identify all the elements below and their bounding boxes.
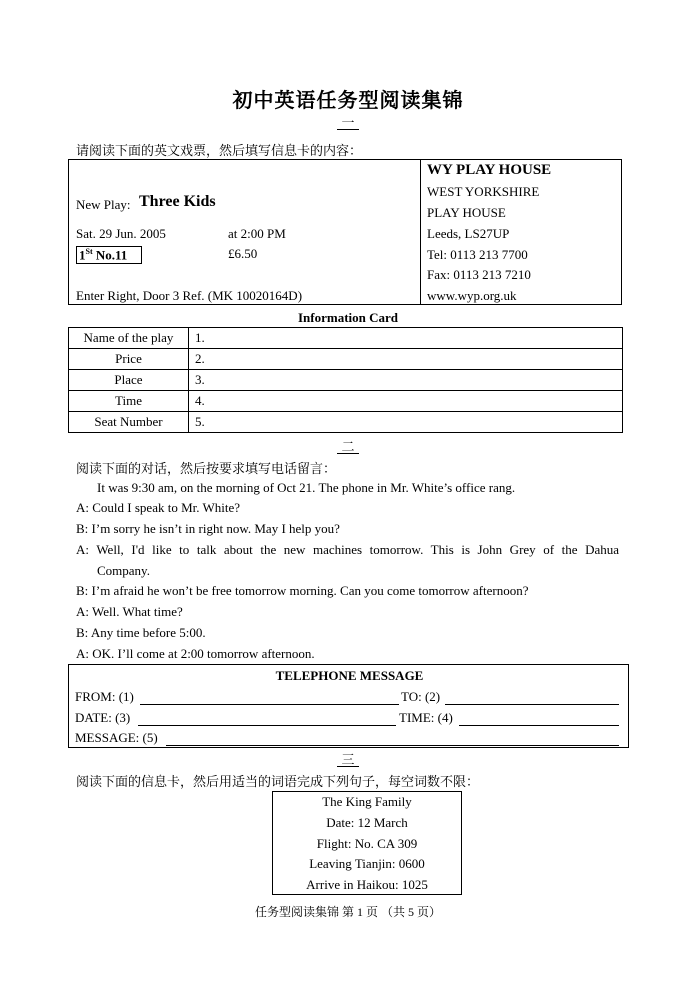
table-row <box>69 328 623 349</box>
information-card-title: Information Card <box>297 310 399 325</box>
time-blank[interactable] <box>459 711 619 726</box>
section-1-number: 一 <box>0 115 696 131</box>
card-line: The King Family <box>322 794 412 809</box>
card-answer[interactable]: 5. <box>189 412 623 433</box>
date-blank[interactable] <box>138 711 396 726</box>
theatre-name: WY PLAY HOUSE <box>427 162 552 178</box>
section-1-instruction: 请阅读下面的英文戏票，然后填写信息卡的内容： <box>76 143 363 158</box>
flight-info-card <box>272 791 462 895</box>
ticket-price: £6.50 <box>228 246 258 261</box>
section-2-instruction: 阅读下面的对话，然后按要求填写电话留言： <box>76 461 337 476</box>
card-line: Flight: No. CA 309 <box>316 835 418 851</box>
card-label: Price <box>69 349 189 370</box>
ticket-seat: 1St No.11 <box>76 246 142 264</box>
card-line: Date: 12 March <box>326 814 408 830</box>
card-answer[interactable]: 3. <box>189 370 623 391</box>
section-3-number: 三 <box>0 752 696 768</box>
dialogue-line: B: I’m sorry he isn’t in right now. May I help you? <box>76 521 340 536</box>
dialogue-line: A: Well, I'd like to talk about the new machines tomorrow. This is John Grey of the Dahua <box>76 542 619 557</box>
theatre-website: www.wyp.org.uk <box>427 288 517 303</box>
section-2-number: 二 <box>0 439 696 455</box>
play-ticket <box>68 159 622 305</box>
date-label: DATE: (3) <box>75 710 131 725</box>
theatre-address-2: PLAY HOUSE <box>427 205 506 220</box>
dialogue-line-continued: Company. <box>97 563 150 578</box>
information-card-table <box>68 327 623 433</box>
dialogue-line: A: Well. What time? <box>76 604 183 619</box>
dialogue-intro: It was 9:30 am, on the morning of Oct 21. The phone in Mr. White’s office rang. <box>97 480 516 495</box>
card-label: Seat Number <box>69 412 189 433</box>
dialogue-line: A: Could I speak to Mr. White? <box>76 500 241 515</box>
card-answer[interactable]: 4. <box>189 391 623 412</box>
dialogue-line: A: OK. I’ll come at 2:00 tomorrow afternoon. <box>76 646 315 661</box>
table-row <box>69 412 623 433</box>
to-label: TO: (2) <box>401 689 441 704</box>
card-label: Place <box>69 370 189 391</box>
card-answer[interactable]: 2. <box>189 349 623 370</box>
dialogue-line: B: I’m afraid he won’t be free tomorrow morning. Can you come tomorrow afternoon? <box>76 583 529 598</box>
ticket-date: Sat. 29 Jun. 2005 <box>76 226 166 241</box>
ticket-time: at 2:00 PM <box>228 226 286 241</box>
time-label: TIME: (4) <box>399 710 453 725</box>
table-row <box>69 370 623 391</box>
from-blank[interactable] <box>140 690 399 705</box>
telephone-message-title: TELEPHONE MESSAGE <box>275 668 424 683</box>
play-name: Three Kids <box>139 193 216 210</box>
table-row <box>69 349 623 370</box>
table-row <box>69 391 623 412</box>
card-line: Leaving Tianjin: 0600 <box>309 856 425 872</box>
card-answer[interactable]: 1. <box>189 328 623 349</box>
dialogue-line: B: Any time before 5:00. <box>76 625 206 640</box>
message-blank[interactable] <box>166 731 619 746</box>
theatre-address-3: Leeds, LS27UP <box>427 226 510 241</box>
from-label: FROM: (1) <box>75 689 134 704</box>
to-blank[interactable] <box>445 690 619 705</box>
message-label: MESSAGE: (5) <box>75 730 158 745</box>
ticket-entry: Enter Right, Door 3 Ref. (MK 10020164D) <box>76 288 303 303</box>
card-line: Arrive in Haikou: 1025 <box>306 877 428 893</box>
document-title: 初中英语任务型阅读集锦 <box>232 90 464 112</box>
theatre-fax: Fax: 0113 213 7210 <box>427 267 531 282</box>
theatre-tel: Tel: 0113 213 7700 <box>427 247 528 262</box>
page-footer: 任务型阅读集锦 第 1 页 （共 5 页） <box>254 905 441 919</box>
card-label: Time <box>69 391 189 412</box>
theatre-address-1: WEST YORKSHIRE <box>427 184 540 199</box>
ticket-divider <box>420 160 421 304</box>
section-3-instruction: 阅读下面的信息卡，然后用适当的词语完成下列句子，每空词数不限： <box>76 774 480 789</box>
telephone-message-box <box>68 664 629 748</box>
new-play-label: New Play: <box>76 197 131 212</box>
card-label: Name of the play <box>69 328 189 349</box>
